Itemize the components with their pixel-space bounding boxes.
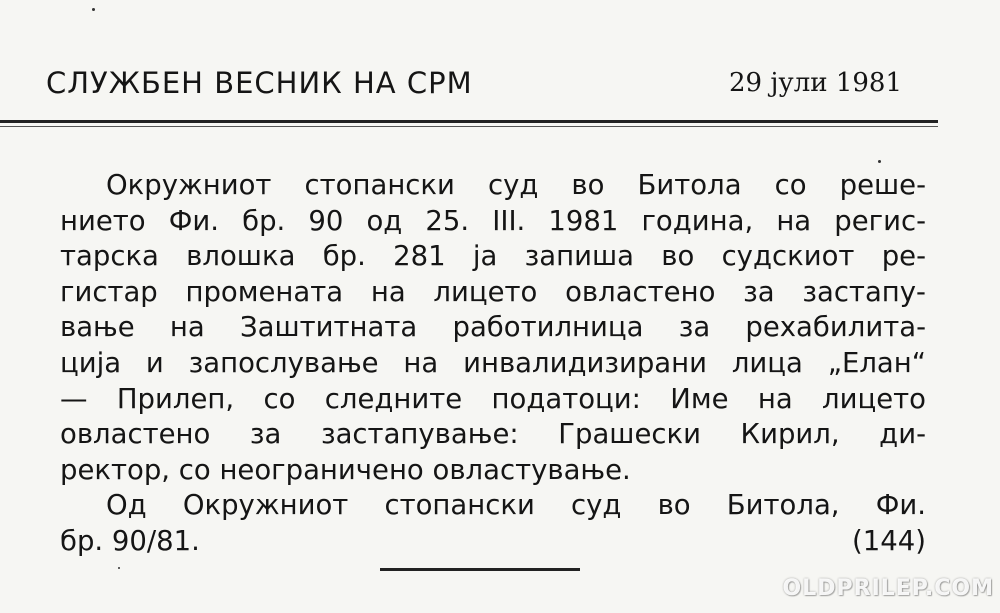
- print-speck: [118, 567, 120, 569]
- case-reference: бр. 90/81.: [60, 524, 200, 557]
- court-notice: [60, 168, 926, 560]
- notice-number: (144): [852, 524, 926, 557]
- issue-date: 29 јули 1981: [729, 68, 902, 98]
- page-header: [46, 66, 906, 110]
- header-rule-thin: [0, 126, 938, 127]
- notice-line: тарска влошка бр. 281 ја запиша во судскиот ре-: [60, 240, 926, 273]
- print-speck: [92, 8, 95, 11]
- header-rule: [0, 120, 938, 123]
- print-speck: [878, 160, 881, 163]
- notice-line: ција и запослување на инвалидизирани лица „Елан“: [60, 346, 926, 379]
- notice-line: вање на Заштитната работилница за рехабилита-: [60, 311, 926, 344]
- publication-title: СЛУЖБЕН ВЕСНИК НА СРМ: [46, 66, 473, 100]
- notice-line: овластено за застапување: Грашески Кирил, ди-: [60, 418, 926, 451]
- notice-final-line: [60, 524, 926, 560]
- notice-line: — Прилеп, со следните податоци: Име на лицето: [60, 382, 926, 415]
- notice-line: Окружниот стопански суд во Битола со реше-: [106, 169, 926, 201]
- watermark: OLDPRILEP.COM: [782, 576, 994, 601]
- notice-line: Од Окружниот стопански суд во Битола, Фи.: [106, 489, 926, 522]
- notice-line: гистар промената на лицето овластено за застапу-: [60, 275, 926, 308]
- notice-line: ректор, со неограничено овластување.: [60, 453, 631, 486]
- end-separator: [380, 568, 580, 571]
- notice-line: нието Фи. бр. 90 од 25. III. 1981 година, на регис-: [60, 204, 926, 237]
